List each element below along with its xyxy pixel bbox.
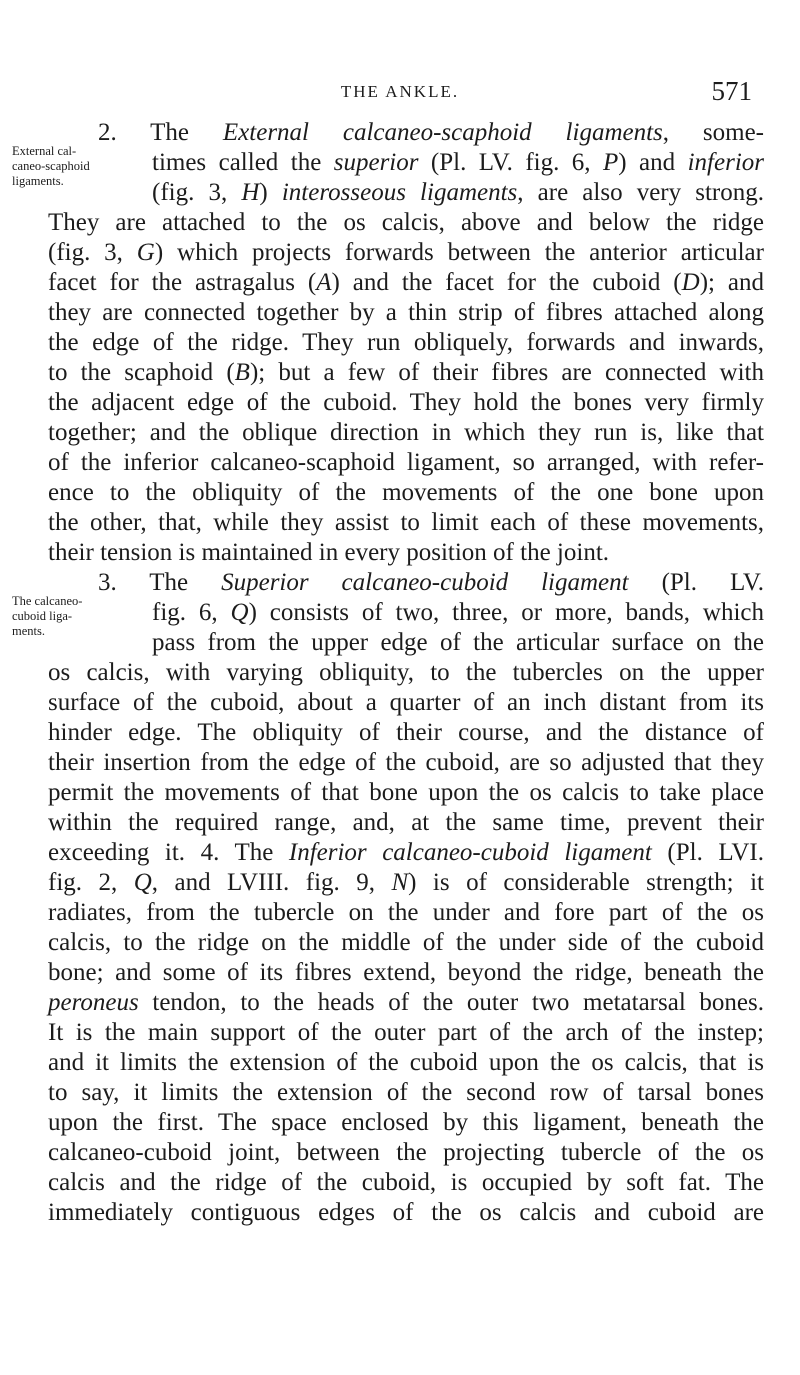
text-line: surface of the cuboid, about a quarter of an inch distant from its [48, 689, 764, 716]
text-line: the edge of the ridge. They run obliquely, forwards and inwards, [48, 329, 764, 356]
text-line: fig. 6, Q) consists of two, three, or more, bands, which [152, 599, 764, 626]
text-line: ence to the obliquity of the movements of the one bone upon [48, 479, 764, 506]
text-line: calcis and the ridge of the cuboid, is occupied by soft fat. The [48, 1169, 764, 1196]
text-line: to the scaphoid (B); but a few of their fibres are connected with [48, 359, 764, 386]
text-line: within the required range, and, at the same time, prevent their [48, 809, 764, 836]
text-line: os calcis, with varying obliquity, to the tubercles on the upper [48, 659, 764, 686]
page-number: 571 [711, 76, 752, 106]
margin-note-external-ligaments [12, 144, 90, 189]
text-line: of the inferior calcaneo-scaphoid ligament, so arranged, with refer- [48, 449, 764, 476]
margin-note-line: ligaments. [12, 174, 64, 188]
text-line: exceeding it. 4. The Inferior calcaneo-cuboid ligament (Pl. LVI. [48, 839, 765, 866]
text-line: calcaneo-cuboid joint, between the projecting tubercle of the os [48, 1139, 764, 1166]
text-line: times called the superior (Pl. LV. fig. 6, P) and inferior [152, 149, 765, 176]
text-line: 2. The External calcaneo-scaphoid ligaments, some- [98, 119, 764, 146]
margin-note-line: cuboid liga- [12, 609, 73, 623]
text-line: fig. 2, Q, and LVIII. fig. 9, N) is of considerable strength; it [48, 869, 764, 896]
text-line: hinder edge. The obliquity of their course, and the distance of [48, 719, 764, 746]
page-header [0, 76, 800, 116]
text-line: They are attached to the os calcis, above and below the ridge [48, 209, 764, 236]
running-title: THE ANKLE. [340, 82, 460, 101]
text-line: pass from the upper edge of the articular surface on the [152, 629, 764, 656]
text-line: permit the movements of that bone upon the os calcis to take place [48, 779, 764, 806]
text-line: and it limits the extension of the cuboid upon the os calcis, that is [48, 1049, 764, 1076]
text-line: immediately contiguous edges of the os calcis and cuboid are [48, 1199, 764, 1226]
text-line: the other, that, while they assist to limit each of these movements, [48, 509, 764, 536]
text-line: bone; and some of its fibres extend, beyond the ridge, beneath the [48, 959, 764, 986]
margin-note-line: The calcaneo- [12, 594, 83, 608]
margin-note-line: caneo-scaphoid [12, 159, 90, 173]
text-line: peroneus tendon, to the heads of the outer two metatarsal bones. [48, 989, 764, 1016]
margin-note-line: ments. [12, 624, 45, 638]
text-line: calcis, to the ridge on the middle of the under side of the cuboid [48, 929, 764, 956]
text-line: (fig. 3, G) which projects forwards between the anterior articular [48, 239, 764, 266]
text-line: together; and the oblique direction in which they run is, like that [48, 419, 764, 446]
text-line: the adjacent edge of the cuboid. They hold the bones very firmly [48, 389, 764, 416]
text-line: their tension is maintained in every position of the joint. [48, 539, 610, 566]
text-line: (fig. 3, H) interosseous ligaments, are also very strong. [152, 179, 764, 206]
text-line: facet for the astragalus (A) and the facet for the cuboid (D); and [48, 269, 764, 296]
text-line: 3. The Superior calcaneo-cuboid ligament (Pl. LV. [98, 569, 765, 596]
text-line: It is the main support of the outer part of the arch of the instep; [48, 1019, 764, 1046]
text-line: to say, it limits the extension of the second row of tarsal bones [48, 1079, 764, 1106]
margin-note-line: External cal- [12, 144, 77, 158]
margin-note-calcaneo-cuboid [12, 594, 83, 639]
text-line: their insertion from the edge of the cuboid, are so adjusted that they [48, 749, 764, 776]
text-line: radiates, from the tubercle on the under and fore part of the os [48, 899, 764, 926]
text-line: upon the first. The space enclosed by this ligament, beneath the [48, 1109, 764, 1136]
text-line: they are connected together by a thin strip of fibres attached along [48, 299, 764, 326]
